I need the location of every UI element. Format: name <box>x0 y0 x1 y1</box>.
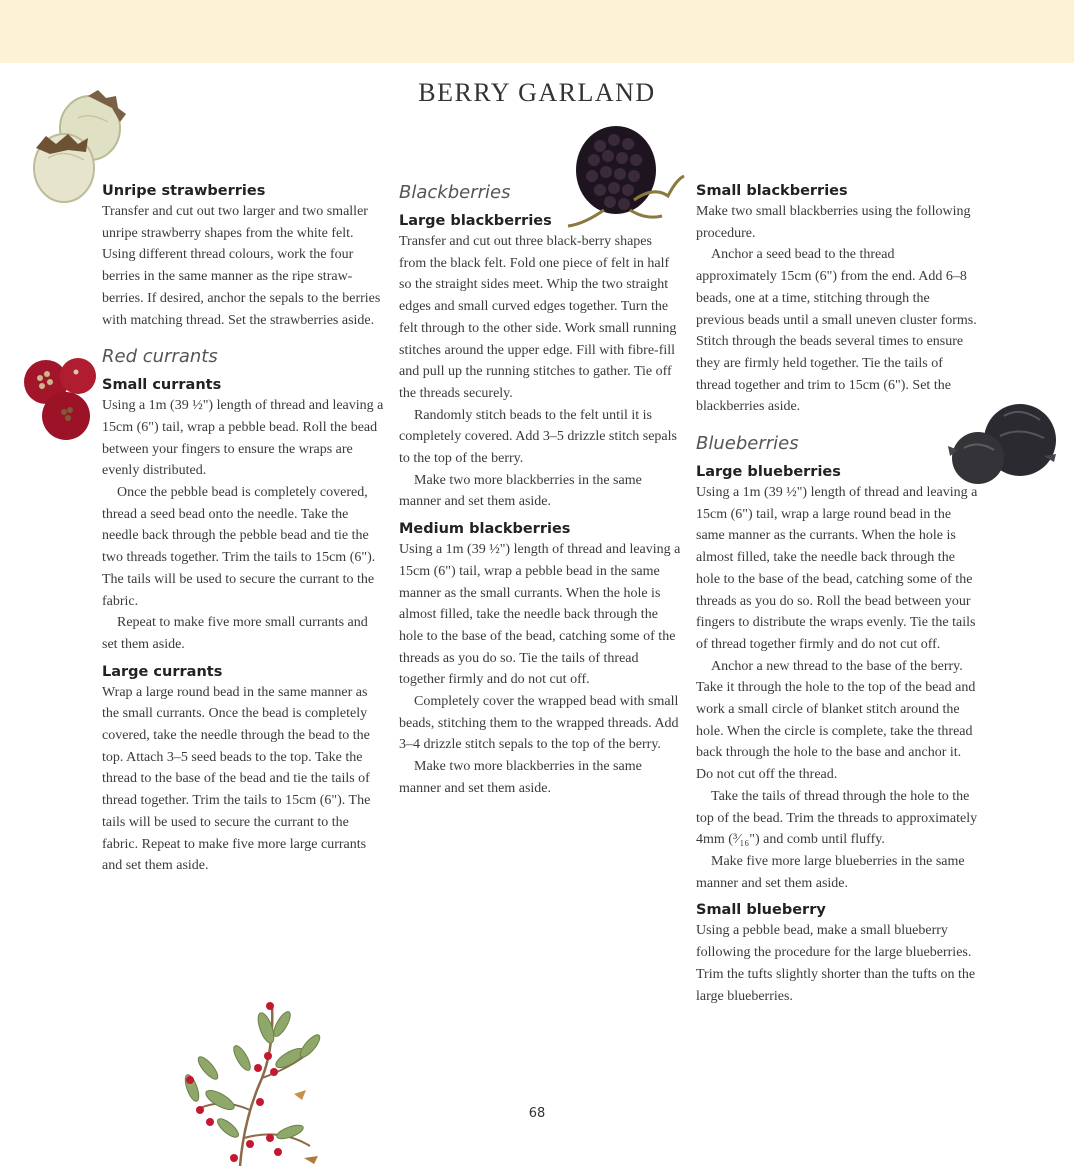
column-left <box>102 181 384 877</box>
paragraph-large-blueberries-3: Take the tails of thread through the hole to the top of the bead. Trim the threads to approximately 4mm (³⁄₁₆") and comb until fluffy. <box>696 788 978 848</box>
paragraph-medium-blackberries-1: Using a 1m (39 ½") length of thread and leaving a 15cm (6") tail, wrap a pebble bead in the same manner as the small currants. When the hole is almost filled, take the needle back through the hole to the base of the bead, catching some of the threads as you do so. Tie the tails of thread together firmly and do not cut off. <box>399 542 681 688</box>
column-right <box>696 181 978 1007</box>
paragraph-large-blueberries-4: Make five more large blueberries in the same manner and set them aside. <box>696 853 965 891</box>
column-middle <box>399 181 681 800</box>
paragraph-small-blackberries-1: Make two small blackberries using the following procedure. <box>696 204 971 241</box>
page-title: BERRY GARLAND <box>418 78 656 107</box>
paragraph-large-blackberries-2: Randomly stitch beads to the felt until it is completely covered. Add 3–5 drizzle stitch sepals to the top of the berry. <box>399 407 677 467</box>
paragraph-large-blueberries-1: Using a 1m (39 ½") length of thread and leaving a 15cm (6") tail, wrap a large round bead in the same manner as the currants. When the hole is almost filled, take the needle back through the hole to the base of the bead, catching some of the threads as you do so. Roll the bead between your fingers to distribute the wraps evenly. Tie the tails of thread together firmly and do not cut off. <box>696 485 978 652</box>
paragraph-large-blackberries-3: Make two more blackberries in the same manner and set them aside. <box>399 472 642 510</box>
heading-large-currants: Large currants <box>102 663 223 680</box>
heading-red-currants: Red currants <box>102 346 218 368</box>
red-currants-illustration <box>20 354 102 444</box>
berry-branch-illustration <box>170 998 336 1166</box>
paragraph-small-currants-1: Using a 1m (39 ½") length of thread and leaving a 15cm (6") tail, wrap a pebble bead. Roll the bead between your fingers to ensure the wraps are evenly distributed. <box>102 398 384 479</box>
page-number: 68 <box>528 1106 546 1121</box>
heading-blueberries: Blueberries <box>696 433 799 455</box>
heading-small-currants: Small currants <box>102 377 222 394</box>
heading-large-blueberries: Large blueberries <box>696 464 841 481</box>
heading-unripe-strawberries: Unripe strawberries <box>102 183 266 199</box>
paragraph-large-blueberries-2: Anchor a new thread to the base of the berry. Take it through the hole to the top of the bead and work a small circle of blanket stitch around the hole. When the circle is complete, take the thread back through the hole to the base and anchor it. Do not cut off the thread. <box>696 658 976 783</box>
heading-blackberries: Blackberries <box>399 182 511 203</box>
heading-large-blackberries: Large blackberries <box>399 213 552 229</box>
heading-medium-blackberries: Medium blackberries <box>399 521 571 538</box>
paragraph-medium-blackberries-3: Make two more blackberries in the same manner and set them aside. <box>399 759 642 796</box>
paragraph-unripe-strawberries: Transfer and cut out two larger and two smaller unripe strawberry shapes from the white felt. Using different thread colours, work the four berries in the same manner as the ripe straw-berries. If desired, anchor the sepals to the berries with matching thread. Set the strawberries aside. <box>102 204 381 328</box>
paragraph-large-currants: Wrap a large round bead in the same manner as the small currants. Once the bead is completely covered, take the needle through the bead to the top. Attach 3–5 seed beads to the top. Take the thread to the base of the bead and tie the tails of thread together. Trim the tails to 15cm (6"). The tails will be used to secure the currant to the fabric. Repeat to make five more large currants and set them aside. <box>102 684 371 874</box>
heading-small-blackberries: Small blackberries <box>696 183 848 199</box>
paragraph-small-blueberry: Using a pebble bead, make a small blueberry following the procedure for the large blueberries. Trim the tufts slightly shorter than the tufts on the large blueberries. <box>696 923 976 1004</box>
paragraph-small-blackberries-2: Anchor a seed bead to the thread approximately 15cm (6") from the end. Add 6–8 beads, one at a time, stitching through the previous beads until a small uneven cluster forms. Stitch through the beads several times to ensure they are firmly held together. Tie the tails of thread together and trim to 15cm (6"). Set the blackberries aside. <box>696 247 977 415</box>
paragraph-small-currants-3: Repeat to make five more small currants and set them aside. <box>102 615 368 652</box>
top-color-band <box>0 0 1074 63</box>
heading-small-blueberry: Small blueberry <box>696 902 826 919</box>
paragraph-medium-blackberries-2: Completely cover the wrapped bead with small beads, stitching them to the wrapped threads. Add 3–4 drizzle stitch sepals to the top of the berry. <box>399 694 679 753</box>
paragraph-large-blackberries-1: Transfer and cut out three black-berry shapes from the black felt. Fold one piece of felt in half so the straight sides meet. Whip the two straight edges and small curved edges together. Turn the felt through to the other side. Work small running stitches around the upper edge. Fill with fibre-fill and pull up the running stitches to gather. Tie off the threads securely. <box>399 234 677 401</box>
paragraph-small-currants-2: Once the pebble bead is completely covered, thread a seed bead onto the needle. Take the needle back through the pebble bead and tie the two threads together. Trim the tails to 15cm (6"). The tails will be used to secure the currant to the fabric. <box>102 485 376 609</box>
